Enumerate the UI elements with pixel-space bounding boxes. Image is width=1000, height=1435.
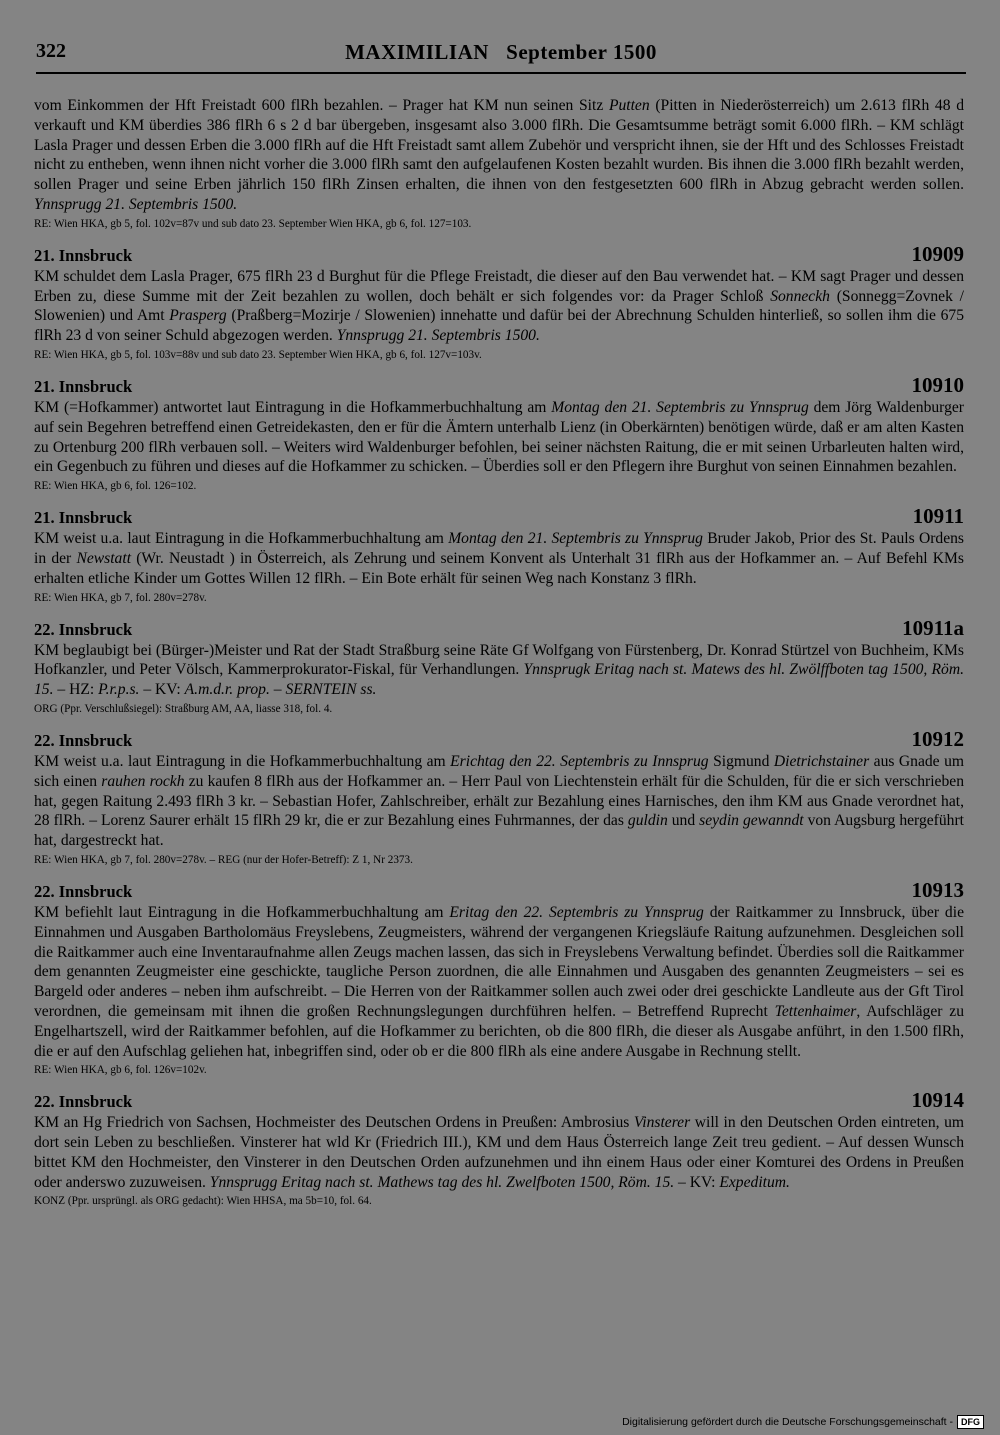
dfg-logo: DFG <box>957 1415 984 1429</box>
entry-date: 21. Innsbruck <box>34 376 133 396</box>
italic-text: Tettenhaimer <box>774 1002 857 1020</box>
entry-reference: RE: Wien HKA, gb 7, fol. 280v=278v. – REG (nur der Hofer-Betreff): Z 1, Nr 2373. <box>34 853 413 866</box>
running-title: MAXIMILIAN September 1500 <box>345 40 657 64</box>
footer <box>622 1415 984 1429</box>
italic-text: Erichtag den 22. Septembris zu Innsprug <box>450 752 709 770</box>
italic-text: Prasperg <box>169 307 227 325</box>
document-entry <box>34 728 964 867</box>
italic-text: guldin <box>627 812 668 830</box>
text-segment: Bruder Jakob, Prior des St. Pauls Ordens in der <box>34 530 965 567</box>
italic-text: Dietrichstainer <box>773 752 870 770</box>
entry-heading <box>34 617 964 641</box>
intro-reference: RE: Wien HKA, gb 5, fol. 102v=87v und sub dato 23. September Wien HKA, gb 6, fol. 127=103. <box>34 217 472 230</box>
entry-text <box>34 267 964 346</box>
entry-reference: ORG (Ppr. Verschlußsiegel): Straßburg AM, AA, liasse 318, fol. 4. <box>34 702 333 715</box>
document-entry <box>34 1089 964 1208</box>
entry-text <box>34 903 964 1061</box>
entry-text <box>34 1113 964 1192</box>
document-entry <box>34 617 964 716</box>
text-segment: von Augsburg hergeführt hat, dargestreckt hat. <box>34 812 964 850</box>
intro-entry <box>34 96 964 231</box>
text-segment: , Aufschläger zu Engelhartszell, wird der Raitkammer befohlen, auf die Hofkammer zu berichten, ob die 800 flRh, die dieser als Ausgabe anführt, in den 1.500 flRh, die er auf den Aufschlag geliehen hat, inbegriffen sind, oder ob er die 800 flRh als eine andere Ausgabe in Rechnung stellt. <box>34 1002 964 1060</box>
italic-text: P.r.p.s. <box>98 681 140 699</box>
entry-heading <box>34 243 964 267</box>
text-segment: (Praßberg=Mozirje / Slowenien) innehatte und dafür bei der Abrechnung Schulden hinterließ, so sollen ihm die 675 flRh 23 d von seiner Schuld abgezogen werden. <box>34 307 965 345</box>
italic-text: Newstatt <box>76 549 132 567</box>
entry-heading <box>34 374 964 398</box>
entries-list <box>34 243 964 1209</box>
text-segment: – HZ: <box>53 681 99 699</box>
italic-text: Montag den 21. Septembris zu Ynnsprug <box>551 398 809 416</box>
entry-reference: KONZ (Ppr. ursprüngl. als ORG gedacht): Wien HHSA, ma 5b=10, fol. 64. <box>34 1195 372 1208</box>
entry-date: 22. Innsbruck <box>34 730 133 750</box>
text-segment: – KV: <box>139 681 185 699</box>
entry-number: 10910 <box>911 372 964 397</box>
italic-text: Ynnsprugg Eritag nach st. Mathews tag des hl. Zwelfboten 1500, Röm. 15. <box>209 1173 675 1191</box>
document-entry <box>34 374 964 493</box>
document-entry <box>34 505 964 604</box>
entry-date: 22. Innsbruck <box>34 881 133 901</box>
entry-reference: RE: Wien HKA, gb 7, fol. 280v=278v. <box>34 591 207 604</box>
document-entry <box>34 243 964 362</box>
text-segment: dem Jörg Waldenburger auf sein Begehren betreffend einen Getreidekasten, den er für die Ämtern unterhalb Lienz (in Oberkärnten) benötigen würde, daß er am alten Kasten zu Ortenburg 200 flRh verbauen soll. – Weiters wird Waldenburger befohlen, bei seiner nächsten Raitung, die er mit seinen Urbarleuten halten wird, ein Gegenbuch zu führen und dieses auf die Hofkammer zu schicken. – Überdies soll er den Pflegern ihre Burghut von seinen Einnahmen bezahlen. <box>34 398 964 476</box>
text-segment: KM an Hg Friedrich von Sachsen, Hochmeister des Deutschen Ordens in Preußen: Ambrosius <box>34 1114 634 1132</box>
entry-heading <box>34 879 964 903</box>
page-header <box>36 40 966 74</box>
italic-text: rauhen rockh <box>101 772 185 790</box>
entry-reference: RE: Wien HKA, gb 6, fol. 126=102. <box>34 480 197 493</box>
text-segment: KM schuldet dem Lasla Prager, 675 flRh 23 d Burghut für die Pflege Freistadt, die dieser auf den Bau verwendet hat. – KM sagt Prager und dessen Erben zu, diese Summe mit der Zeit bezahlen zu wollen, doch behält er sich folgendes vor: da Prager Schloß <box>34 267 964 305</box>
italic-text: Ynnsprugk Eritag nach st. Matews des hl. Zwölffboten tag 1500, Röm. 15. <box>34 661 964 699</box>
italic-text: Sonneckh <box>770 287 830 305</box>
entry-text <box>34 752 964 851</box>
text-segment: (Wr. Neustadt ) in Österreich, als Zehrung und seinem Konvent als Unterhalt 31 flRh aus der Hofkammer an. – Auf Befehl KMs erhalten etliche Kinder um Gottes Willen 12 flRh. – Ein Bote erhält für seinen Weg nach Konstanz 3 flRh. <box>34 549 964 587</box>
document-entry <box>34 879 964 1077</box>
italic-text: Expeditum. <box>719 1173 790 1191</box>
text-segment: – KV: <box>674 1173 720 1191</box>
entry-heading <box>34 728 964 752</box>
entry-number: 10914 <box>911 1088 964 1113</box>
entry-number: 10911a <box>902 615 964 640</box>
italic-text: seydin gewanndt <box>699 812 804 830</box>
italic-text: Ynnsprugg 21. Septembris 1500. <box>336 327 540 345</box>
page-number: 322 <box>36 40 66 62</box>
text-segment: KM weist u.a. laut Eintragung in die Hofkammerbuchhaltung am <box>34 752 451 770</box>
entry-reference: RE: Wien HKA, gb 6, fol. 126v=102v. <box>34 1064 207 1077</box>
entry-heading <box>34 505 964 529</box>
entry-heading <box>34 1089 964 1113</box>
text-segment: vom Einkommen der Hft Freistadt 600 flRh bezahlen. – Prager hat KM nun seinen Sitz <box>34 97 609 114</box>
entry-number: 10911 <box>912 504 964 529</box>
italic-text: A.m.d.r. prop. – SERNTEIN ss. <box>184 681 377 699</box>
entry-date: 21. Innsbruck <box>34 245 133 265</box>
text-segment: und <box>667 812 700 830</box>
entry-number: 10912 <box>911 726 964 751</box>
italic-text: Vinsterer <box>633 1114 691 1132</box>
footer-text: Digitalisierung gefördert durch die Deutsche Forschungsgemeinschaft - <box>622 1416 953 1428</box>
text-segment: zu kaufen 8 flRh aus der Hofkammer an. – Herr Paul von Liechtenstein erhält für die Schulden, für die er sich verschrieben hat, gegen Raitung 2.493 flRh 3 kr. – Sebastian Hofer, Zahlschreiber, erhält zur Bezahlung eines Harnisches, den ihm KM aus Gnade verordnet hat, 28 flRh. – Lorenz Saurer erhält 15 flRh 29 kr, die er zur Bezahlung eines Fuhrmannes, der das <box>34 772 964 830</box>
text-segment: KM beglaubigt bei (Bürger-)Meister und Rat der Stadt Straßburg seine Räte Gf Wolfgang von Fürstenberg, Dr. Konrad Stürtzel von Buchheim, KMs Hofkanzler, und Peter Völsch, Kammerprokurator-Fiskal, für Verhandlungen. <box>34 641 964 679</box>
italic-text: Montag den 21. Septembris zu Ynnsprug <box>448 530 703 548</box>
entry-number: 10909 <box>911 241 964 266</box>
intro-text <box>34 96 964 215</box>
text-segment: KM weist u.a. laut Eintragung in die Hofkammerbuchhaltung am <box>34 530 449 548</box>
entry-reference: RE: Wien HKA, gb 5, fol. 103v=88v und sub dato 23. September Wien HKA, gb 6, fol. 127v=103v. <box>34 348 482 361</box>
text-segment: (Pitten in Niederösterreich) um 2.613 flRh 48 d verkauft und KM überdies 386 flRh 6 s 2 d bar übergeben, insgesamt also 3.000 flRh. Die Gesamtsumme beträgt somit 6.000 flRh. – KM schlägt Lasla Prager und dessen Erben die 3.000 flRh auf die Hft Freistadt samt allem Zubehör und verspricht ihnen, sie der Hft und des Schlosses Freistadt nicht zu entheben, wenn ihnen nicht vorher die 3.000 flRh samt den aufgelaufenen Kosten bezahlt wurden. Bis ihnen die 3.000 flRh bezahlt werden, sollen Prager und seine Erben jährlich 150 flRh Zinsen erhalten, die ihnen von den festgesetzten 600 flRh in Abzug gebracht werden sollen. <box>34 97 964 194</box>
entry-text <box>34 641 964 700</box>
entry-date: 22. Innsbruck <box>34 619 133 639</box>
text-segment: KM befiehlt laut Eintragung in die Hofkammerbuchhaltung am <box>34 903 450 921</box>
entry-text <box>34 398 964 477</box>
text-segment: KM (=Hofkammer) antwortet laut Eintragung in die Hofkammerbuchhaltung am <box>34 398 552 416</box>
entry-text <box>34 529 964 588</box>
entry-date: 21. Innsbruck <box>34 508 133 528</box>
text-segment: will in den Deutschen Orden eintreten, um dort sein Leben zu beschließen. Vinsterer hat wld Kr (Friedrich III.), KM und dem Haus Österreich lange Zeit treu gedient. – Auf dessen Wunsch bittet KM den Hochmeister, den Vinsterer in den Deutschen Orden aufzunehmen und ihn einem Haus oder einer Komturei des Ordens in Preußen oder anderswo zuzuweisen. <box>34 1114 964 1191</box>
entry-date: 22. Innsbruck <box>34 1092 133 1112</box>
text-segment: der Raitkammer zu Innsbruck, über die Einnahmen und Ausgaben Bartholomäus Freyslebens, Zeugmeisters, während der vergangenen Kriegsläufe Raitung aufzunehmen. Desgleichen soll die Raitkammer auch eine Inventaraufnahme allen Zeugs machen lassen, das sich in Freyslebens Verwaltung befindet. Überdies soll die Raitkammer dem genannten Zeugmeister eine geschickte, taugliche Person zuordnen, die alle Einnahmen und Ausgaben des genannten Zeugmeisters – sei es Bargeld oder anderes – neben ihm aufschreibt. – Die Herren von der Raitkammer sollen auch zwei oder drei geschickte Landleute aus der Gft Tirol verordnen, die gemeinsam mit ihnen die großen Rechnungslegungen durchführen helfen. – Betreffend Ruprecht <box>34 903 964 1020</box>
italic-text: Ynnsprugg 21. Septembris 1500. <box>34 195 238 213</box>
text-segment: Sigmund <box>708 752 774 770</box>
text-segment: (Sonnegg=Zovnek / Slowenien) und Amt <box>34 287 964 325</box>
document-body <box>34 96 964 1208</box>
entry-number: 10913 <box>911 877 964 902</box>
text-segment: aus Gnade um sich einen <box>34 752 965 790</box>
italic-text: Putten <box>608 97 650 114</box>
italic-text: Eritag den 22. Septembris zu Ynnsprug <box>449 903 704 921</box>
